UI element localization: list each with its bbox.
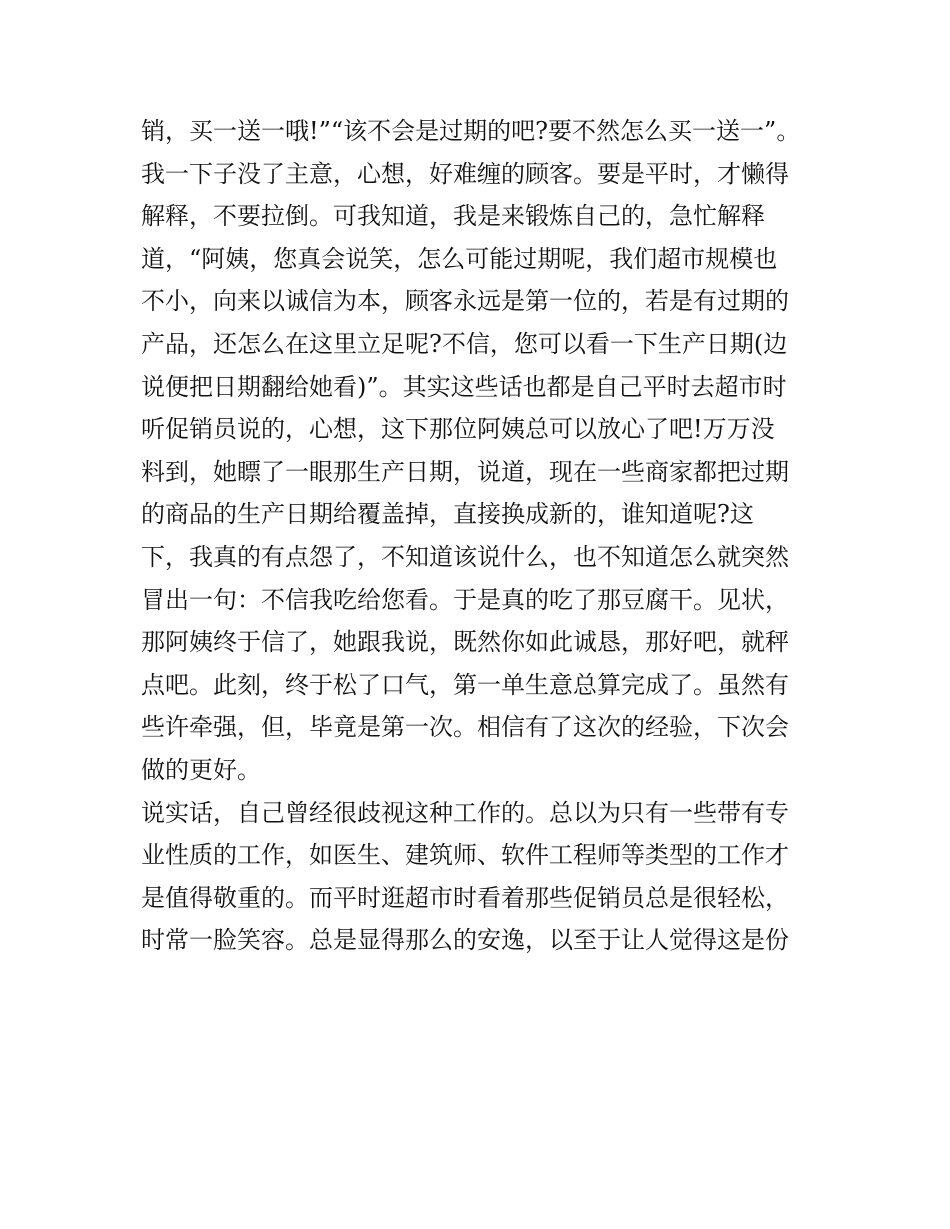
text-line-7: 说便把日期翻给她看)”。其实这些话也都是自己平时去超市时 bbox=[141, 372, 787, 401]
text-line-6: 产品，还怎么在这里立足呢?不信，您可以看一下生产日期(边 bbox=[141, 329, 788, 358]
text-line-13: 那阿姨终于信了，她跟我说，既然你如此诚恳，那好吧，就秤 bbox=[141, 628, 789, 657]
text-line-10: 的商品的生产日期给覆盖掉，直接换成新的，谁知道呢?这 bbox=[141, 500, 754, 529]
text-line-5: 不小，向来以诚信为本，顾客永远是第一位的，若是有过期的 bbox=[141, 287, 789, 316]
text-line-18: 业性质的工作，如医生、建筑师、软件工程师等类型的工作才 bbox=[141, 841, 789, 870]
body-text bbox=[141, 110, 821, 962]
text-line-8: 听促销员说的，心想，这下那位阿姨总可以放心了吧!万万没 bbox=[141, 415, 775, 444]
text-line-20: 时常一脸笑容。总是显得那么的安逸，以至于让人觉得这是份 bbox=[141, 926, 789, 955]
text-line-12: 冒出一句：不信我吃给您看。于是真的吃了那豆腐干。见状， bbox=[141, 585, 789, 614]
text-line-16: 做的更好。 bbox=[141, 755, 261, 784]
text-line-14: 点吧。此刻，终于松了口气，第一单生意总算完成了。虽然有 bbox=[141, 670, 789, 699]
text-line-1: 销，买一送一哦!”“该不会是过期的吧?要不然怎么买一送一”。 bbox=[141, 117, 801, 145]
text-line-3: 解释，不要拉倒。可我知道，我是来锻炼自己的，急忙解释 bbox=[141, 202, 765, 231]
text-line-2: 我一下子没了主意，心想，好难缠的顾客。要是平时，才懒得 bbox=[141, 159, 789, 188]
text-line-19: 是值得敬重的。而平时逛超市时看着那些促销员总是很轻松， bbox=[141, 883, 789, 912]
text-line-11: 下，我真的有点怨了，不知道该说什么，也不知道怎么就突然 bbox=[141, 542, 789, 571]
text-line-15: 些许牵强，但，毕竟是第一次。相信有了这次的经验，下次会 bbox=[141, 713, 789, 742]
text-line-4: 道，“阿姨，您真会说笑，怎么可能过期呢，我们超市规模也 bbox=[141, 244, 778, 273]
text-line-9: 料到，她瞟了一眼那生产日期，说道，现在一些商家都把过期 bbox=[141, 457, 789, 486]
text-line-17: 说实话，自己曾经很歧视这种工作的。总以为只有一些带有专 bbox=[141, 798, 789, 827]
